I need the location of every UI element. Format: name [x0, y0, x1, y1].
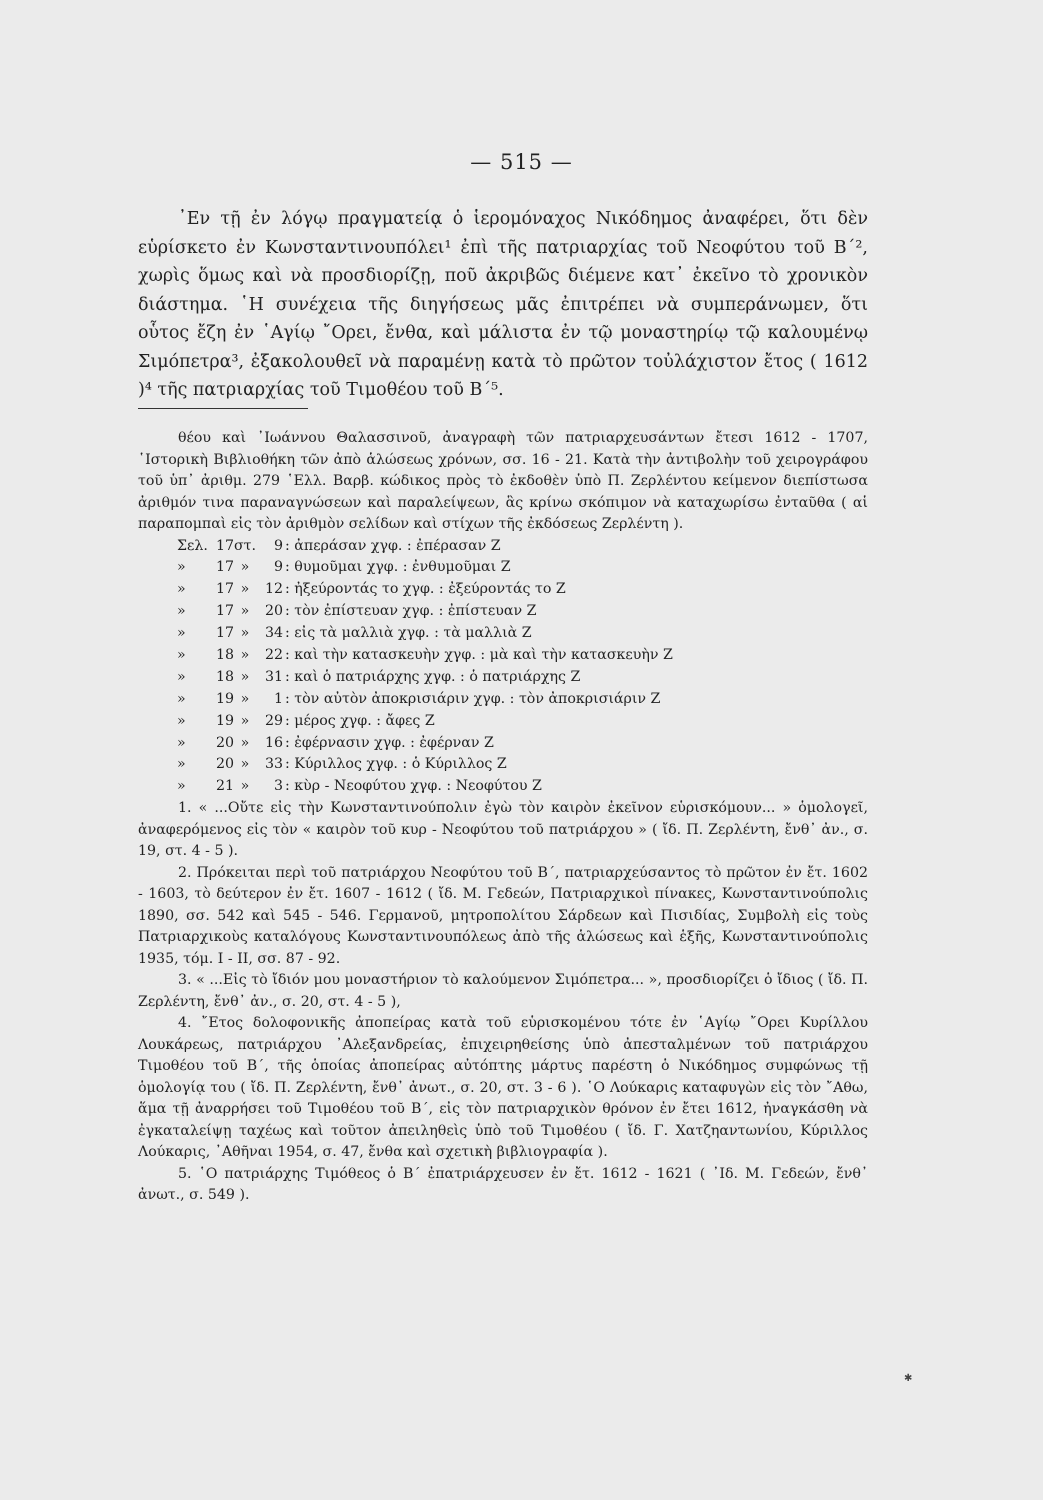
page-number: — 515 — — [470, 150, 573, 174]
errata-list — [138, 536, 868, 799]
errata-st: » — [240, 712, 250, 729]
errata-text: : Κύριλλος χγφ. : ὁ Κύριλλος Ζ — [285, 756, 507, 773]
errata-text: : εἰς τὰ μαλλιὰ χγφ. : τὰ μαλλιὰ Ζ — [285, 625, 532, 642]
footnote-3: 3. « ...Εἰς τὸ ἴδιόν μου μοναστήριον τὸ καλούμενον Σιμόπετρα... », προσδιορίζει ὁ ἴδιος ( ἴδ. Π. Ζερλέντη, ἔνθ᾿ ἀν., σ. 20, στ. 4 - 5 ), — [138, 972, 868, 1010]
errata-st: » — [240, 668, 250, 685]
errata-row — [177, 623, 868, 645]
errata-line: 31 — [264, 668, 283, 685]
errata-sel: » — [177, 668, 186, 685]
footnote-divider — [138, 408, 308, 409]
errata-sel: Σελ. — [177, 537, 208, 554]
errata-st: » — [240, 646, 250, 663]
errata-line: 9 — [273, 559, 283, 576]
footnotes — [138, 428, 868, 1207]
errata-page: 17 — [215, 603, 234, 620]
errata-sel: » — [177, 646, 186, 663]
errata-st: » — [240, 625, 250, 642]
errata-row — [177, 689, 868, 711]
errata-row — [177, 557, 868, 579]
errata-sel: » — [177, 734, 186, 751]
errata-sel: » — [177, 625, 186, 642]
errata-row — [177, 733, 868, 755]
errata-text: : τὸν αὐτὸν ἀποκρισιάριν χγφ. : τὸν ἀποκρισιάριν Ζ — [285, 690, 661, 707]
errata-st: » — [240, 603, 250, 620]
errata-row — [177, 536, 868, 558]
errata-text: : θυμοῦμαι χγφ. : ἐνθυμοῦμαι Ζ — [285, 559, 511, 576]
stray-mark: ✱ — [904, 1373, 913, 1384]
errata-page: 18 — [215, 646, 234, 663]
errata-row — [177, 667, 868, 689]
errata-row — [177, 579, 868, 601]
errata-sel: » — [177, 778, 186, 795]
errata-line: 22 — [264, 646, 283, 663]
errata-text: : ἐφέρνασιν χγφ. : ἐφέρναν Ζ — [285, 734, 494, 751]
errata-line: 3 — [273, 778, 283, 795]
errata-text: : καὶ τὴν κατασκευὴν χγφ. : μὰ καὶ τὴν κατασκευὴν Ζ — [285, 646, 673, 663]
errata-line: 20 — [264, 603, 283, 620]
errata-st: » — [240, 581, 250, 598]
errata-row — [177, 776, 868, 798]
errata-line: 29 — [264, 712, 283, 729]
errata-page: 17 — [215, 581, 234, 598]
errata-text: : ἀπεράσαν χγφ. : ἐπέρασαν Ζ — [285, 537, 501, 554]
errata-text: : καὶ ὁ πατριάρχης χγφ. : ὁ πατριάρχης Ζ — [285, 668, 581, 685]
errata-line: 34 — [264, 625, 283, 642]
main-text — [138, 205, 868, 405]
errata-sel: » — [177, 581, 186, 598]
footnote-2: 2. Πρόκειται περὶ τοῦ πατριάρχου Νεοφύτου τοῦ Β΄, πατριαρχεύσαντος τὸ πρῶτον ἐν ἔτ. 1602 - 1603, τὸ δεύτερον ἐν ἔτ. 1607 - 1612 ( ἴδ. Μ. Γεδεών, Πατριαρχικοὶ πίνακες, Κωνσταντινούπολις 1890, σσ. 542 καὶ 545 - 546. Γερμανοῦ, μητροπολίτου Σάρδεων καὶ Πισιδίας, Συμβολὴ εἰς τοὺς Πατριαρχικοὺς καταλόγους Κωνσταντινουπόλεως ἀπὸ τῆς ἁλώσεως καὶ ἑξῆς, Κωνσταντινούπολις 1935, τόμ. I - II, σσ. 87 - 92. — [138, 864, 868, 967]
errata-st: » — [240, 734, 250, 751]
errata-line: 1 — [273, 690, 283, 707]
errata-row — [177, 645, 868, 667]
errata-sel: » — [177, 690, 186, 707]
footnote-5: 5. ῾Ο πατριάρχης Τιμόθεος ὁ Β΄ ἐπατριάρχευσεν ἐν ἔτ. 1612 - 1621 ( ᾿Ιδ. Μ. Γεδεών, ἔνθ᾿ ἀνωτ., σ. 549 ). — [138, 1165, 868, 1204]
footnote-4: 4. ῎Ετος δολοφονικῆς ἀποπείρας κατὰ τοῦ εὑρισκομένου τότε ἐν ῾Αγίῳ ῎Ορει Κυρίλλου Λουκάρεως, πατριάρχου ᾿Αλεξανδρείας, ἐπιχειρηθείσης ὑπὸ ἀπεσταλμένων τοῦ πατριάρχου Τιμοθέου τοῦ Β΄, τῆς ὁποίας ἀποπείρας αὐτόπτης μάρτυς παρέστη ὁ Νικόδημος συμφώνως τῇ ὁμολογίᾳ του ( ἴδ. Π. Ζερλέντη, ἔνθ᾿ ἀνωτ., σ. 20, στ. 3 - 6 ). ῾Ο Λούκαρις καταφυγὼν εἰς τὸν ῎Αθω, ἅμα τῇ ἀναρρήσει τοῦ Τιμοθέου τοῦ Β΄, εἰς τὸν πατριαρχικὸν θρόνον ἐν ἔτει 1612, ἠναγκάσθη νὰ ἐγκαταλείψῃ ταχέως καὶ τοῦτον ἀπειληθεὶς ὑπὸ τοῦ Τιμοθέου ( ἴδ. Γ. Χατζηαντωνίου, Κύριλλος Λούκαρις, ᾿Αθῆναι 1954, σ. 47, ἔνθα καὶ σχετικὴ βιβλιογραφία ). — [138, 1015, 868, 1161]
errata-text: : ἠξεύροντάς το χγφ. : ἐξεύροντάς το Ζ — [285, 581, 566, 598]
errata-st: » — [240, 778, 250, 795]
footnote-1: 1. « ...Οὔτε εἰς τὴν Κωνσταντινούπολιν ἐγὼ τὸν καιρὸν ἐκεῖνον εὑρισκόμουν... » ὁμολογεῖ, ἀναφερόμενος εἰς τὸν « καιρὸν τοῦ κυρ - Νεοφύτου τοῦ πατριάρχου » ( ἴδ. Π. Ζερλέντη, ἔνθ᾿ ἀν., σ. 19, στ. 4 - 5 ). — [138, 800, 868, 860]
errata-row — [177, 754, 868, 776]
errata-page: 17 — [215, 559, 234, 576]
errata-page: 17 — [215, 625, 234, 642]
errata-page: 19 — [215, 712, 234, 729]
errata-st: » — [240, 690, 250, 707]
errata-sel: » — [177, 712, 186, 729]
errata-st: » — [240, 559, 250, 576]
errata-sel: » — [177, 603, 186, 620]
errata-page: 17 — [215, 537, 234, 554]
errata-line: 9 — [273, 537, 283, 554]
errata-page: 19 — [215, 690, 234, 707]
errata-text: : μέρος χγφ. : ἄφες Ζ — [285, 712, 435, 729]
errata-page: 20 — [215, 734, 234, 751]
errata-sel: » — [177, 756, 186, 773]
errata-line: 33 — [264, 756, 283, 773]
errata-st: στ. — [234, 537, 257, 554]
main-paragraph: ᾿Εν τῇ ἐν λόγῳ πραγματείᾳ ὁ ἱερομόναχος Νικόδημος ἀναφέρει, ὅτι δὲν εὑρίσκετο ἐν Κωνσταντινουπόλει¹ ἐπὶ τῆς πατριαρχίας τοῦ Νεοφύτου τοῦ Β΄², χωρὶς ὅμως καὶ νὰ προσδιορίζῃ, ποῦ ἀκριβῶς διέμενε κατ᾿ ἐκεῖνο τὸ χρονικὸν διάστημα. ῾Η συνέχεια τῆς διηγήσεως μᾶς ἐπιτρέπει νὰ συμπεράνωμεν, ὅτι οὗτος ἔζη ἐν ῾Αγίῳ ῎Ορει, ἔνθα, καὶ μάλιστα ἐν τῷ μοναστηρίῳ τῷ καλουμένῳ Σιμόπετρα³, ἐξακολουθεῖ νὰ παραμένῃ κατὰ τὸ πρῶτον τοὐλάχιστον ἔτος ( 1612 )⁴ τῆς πατριαρχίας τοῦ Τιμοθέου τοῦ Β΄⁵. — [138, 209, 868, 400]
notes-intro: θέου καὶ ᾿Ιωάννου Θαλασσινοῦ, ἀναγραφὴ τῶν πατριαρχευσάντων ἔτεσι 1612 - 1707, ῾Ιστορικὴ Βιβλιοθήκη τῶν ἀπὸ ἁλώσεως χρόνων, σσ. 16 - 21. Κατὰ τὴν ἀντιβολὴν τοῦ χειρογράφου τοῦ ὑπ᾿ ἀριθμ. 279 ῾Ελλ. Βαρβ. κώδικος πρὸς τὸ ἐκδοθὲν ὑπὸ Π. Ζερλέντου κείμενον διεπίστωσα ἀριθμόν τινα παραναγνώσεων καὶ παραλείψεων, ἃς κρίνω σκόπιμον νὰ καταχωρίσω ἐνταῦθα ( αἱ παραπομπαὶ εἰς τὸν ἀριθμὸν σελίδων καὶ στίχων τῆς ἐκδόσεως Ζερλέντη ). — [138, 430, 868, 532]
errata-page: 21 — [215, 778, 234, 795]
errata-line: 12 — [264, 581, 283, 598]
errata-line: 16 — [264, 734, 283, 751]
errata-page: 20 — [215, 756, 234, 773]
errata-text: : κὺρ - Νεοφύτου χγφ. : Νεοφύτου Ζ — [285, 778, 542, 795]
errata-row — [177, 711, 868, 733]
errata-st: » — [240, 756, 250, 773]
errata-row — [177, 601, 868, 623]
errata-text: : τὸν ἐπίστευαν χγφ. : ἐπίστευαν Ζ — [285, 603, 537, 620]
errata-sel: » — [177, 559, 186, 576]
errata-page: 18 — [215, 668, 234, 685]
